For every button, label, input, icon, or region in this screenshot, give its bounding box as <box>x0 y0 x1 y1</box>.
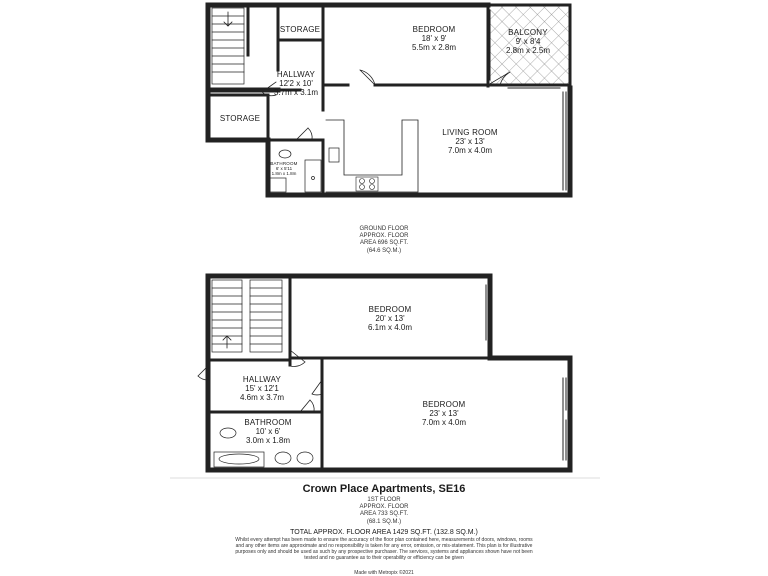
room-dim-metric: 7.0m x 4.0m <box>447 146 493 156</box>
room-dim-metric: 3.0m x 1.8m <box>245 436 291 446</box>
room-name: HALLWAY <box>242 375 282 384</box>
room-label-bathroom-first <box>244 418 291 446</box>
first-floor-stairs <box>212 280 282 352</box>
ground-floor-area-line4: (64.6 SQ.M.) <box>366 247 402 254</box>
credit-text: Made with Metropix ©2021 <box>354 570 414 576</box>
room-dim-metric: 7.0m x 4.0m <box>421 418 467 428</box>
room-dim-imperial: 15' x 12'1 <box>245 384 279 394</box>
room-name: BATHROOM <box>270 161 298 166</box>
first-floor-area-line2: APPROX. FLOOR <box>359 504 409 511</box>
door-swing <box>360 70 375 85</box>
room-label-bedroom-first-2 <box>422 400 466 428</box>
room-dim-imperial: 20' x 13' <box>375 314 405 324</box>
ground-floor-area-line2: APPROX. FLOOR <box>359 233 409 240</box>
first-floor-area-line4: (68.1 SQ.M.) <box>366 518 402 525</box>
room-label-balcony <box>506 28 550 56</box>
kitchen-counter <box>326 120 418 192</box>
sink <box>329 148 339 162</box>
ground-floor-area-line1: GROUND FLOOR <box>359 226 409 232</box>
room-dim-metric: 2.8m x 2.5m <box>505 46 551 56</box>
room-dim-metric: 6.1m x 4.0m <box>367 323 413 333</box>
room-label-bedroom-ground <box>412 25 456 53</box>
disclaimer-text: Whilst every attempt has been made to ensure the accuracy of the floor plan contained here, measurements of doors, windows, rooms and any other items are approximate and no responsibility is taken for any error, omission, or mis-statement. This plan is for illustrative purposes only and should be used as such by any prospective purchaser. The services, systems and appliances shown have not been tested and no guarantee as to their operability or efficiency can be given <box>235 537 533 561</box>
window <box>563 378 566 460</box>
room-name: BEDROOM <box>412 25 456 34</box>
ground-floor-stairs <box>212 8 244 84</box>
room-label-hallway-first <box>240 375 284 403</box>
room-dim-metric: 5.5m x 2.8m <box>411 43 457 53</box>
room-name: LIVING ROOM <box>442 128 498 137</box>
room-label-bedroom-first-1 <box>368 305 412 333</box>
room-label-hallway-ground <box>274 70 318 98</box>
total-floor-area: TOTAL APPROX. FLOOR AREA 1429 SQ.FT. (132.8 SQ.M.) <box>290 529 478 536</box>
room-dim-imperial: 9' x 8'4 <box>515 37 541 47</box>
hob <box>356 177 378 191</box>
room-dim-metric: 4.6m x 3.7m <box>239 393 285 403</box>
room-dim-imperial: 12'2 x 10' <box>279 79 313 89</box>
room-label-bathroom-ground <box>270 161 297 177</box>
door-swing <box>296 128 312 140</box>
window <box>563 92 566 190</box>
room-label-living-room <box>442 128 498 156</box>
door-swing <box>300 400 314 412</box>
ground-floor-area-line3: AREA 696 SQ.FT. <box>359 240 409 247</box>
room-name: BEDROOM <box>368 305 412 314</box>
room-name: STORAGE <box>219 114 261 123</box>
room-name: BALCONY <box>508 28 548 37</box>
room-dim-imperial: 6' x 5'11 <box>275 166 293 172</box>
room-dim-imperial: 10' x 6' <box>255 427 281 437</box>
room-label-storage-left <box>220 114 260 123</box>
room-dim-imperial: 18' x 9' <box>421 34 447 44</box>
first-floor-area-line3: AREA 733 SQ.FT. <box>359 511 409 518</box>
room-dim-metric: 3.7m x 3.1m <box>273 88 319 98</box>
room-name: BEDROOM <box>422 400 466 409</box>
room-name: HALLWAY <box>276 70 316 79</box>
first-floor-area <box>359 497 408 526</box>
room-dim-imperial: 23' x 13' <box>455 137 485 147</box>
room-dim-metric: 1.8m x 1.8m <box>271 171 297 177</box>
room-label-storage-top <box>280 25 320 34</box>
ground-floor-area <box>359 226 408 255</box>
room-name: STORAGE <box>279 25 321 34</box>
first-floor-area-line1: 1ST FLOOR <box>367 497 401 503</box>
room-dim-imperial: 23' x 13' <box>429 409 459 419</box>
property-title: Crown Place Apartments, SE16 <box>302 483 466 495</box>
room-name: BATHROOM <box>244 418 292 427</box>
